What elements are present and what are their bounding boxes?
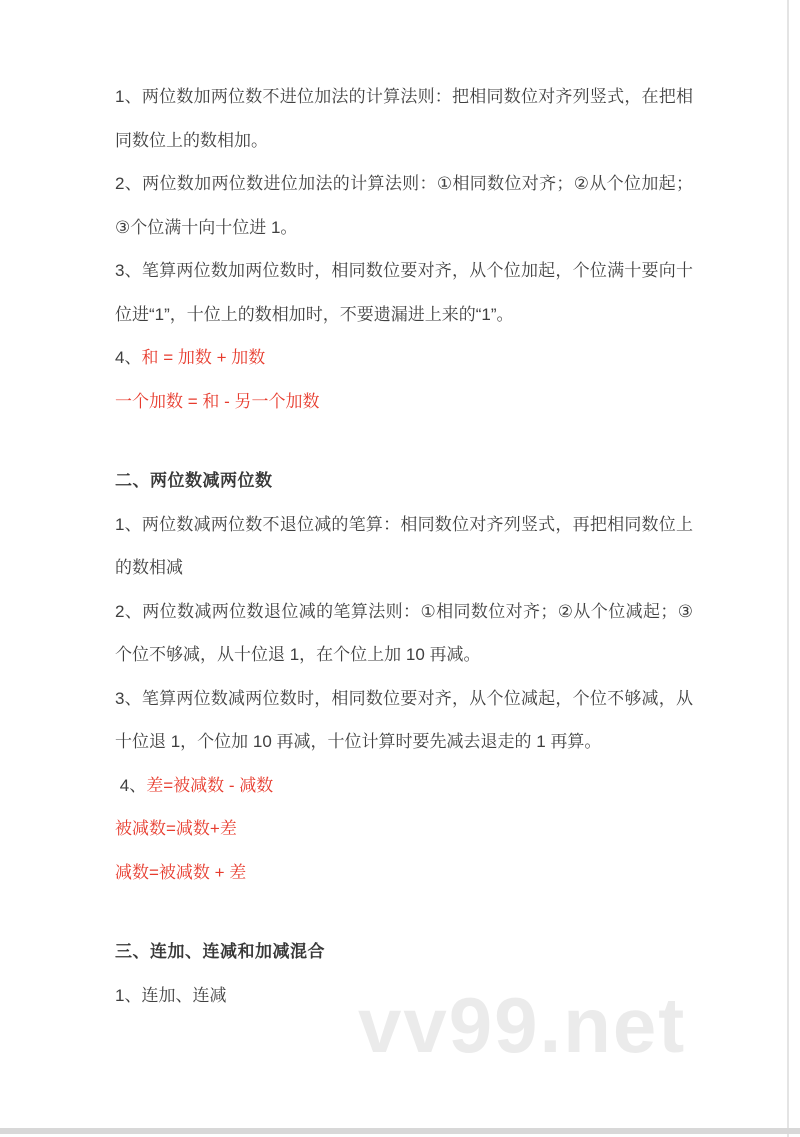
body-text: 2、两位数加两位数进位加法的计算法则：①相同数位对齐；②从个位加起；③个位满十向十位进 1。 [115,174,693,237]
body-text: 三、连加、连减和加减混合 [115,942,325,961]
formula-text: 减数=被减数 + 差 [115,862,247,882]
body-text: 3、笔算两位数加两位数时，相同数位要对齐，从个位加起，个位满十要向十位进“1”，十位上的数相加时，不要遗漏进上来的“1”。 [115,261,693,324]
body-text: 1、连加、连减 [115,985,227,1005]
watermark-text: vv99.net [358,981,687,1069]
section-heading [115,459,693,503]
paragraph [115,75,693,162]
body-text: 3、笔算两位数减两位数时，相同数位要对齐，从个位减起，个位不够减，从十位退 1，个位加 10 再减，十位计算时要先减去退走的 1 再算。 [115,688,693,751]
page-bottom-bar [0,1128,800,1134]
formula-text: 差=被减数 - 减数 [146,775,274,795]
paragraph [115,851,693,895]
formula-text: 和 = 加数 + 加数 [141,348,266,367]
formula-text: 一个加数 = 和 - 另一个加数 [115,391,320,411]
paragraph [115,380,693,424]
document-content [115,75,693,1017]
body-text: 1、两位数减两位数不退位减的笔算：相同数位对齐列竖式，再把相同数位上的数相减 [115,514,693,577]
paragraph [115,764,693,808]
paragraph [115,677,693,764]
paragraph [115,590,693,677]
paragraph [115,162,693,249]
body-text: 4、 [115,775,147,795]
body-text: 2、两位数减两位数退位减的笔算法则：①相同数位对齐；②从个位减起；③个位不够减，从十位退 1，在个位上加 10 再减。 [115,601,693,664]
paragraph [115,503,693,590]
paragraph [115,336,693,380]
body-text: 1、两位数加两位数不进位加法的计算法则：把相同数位对齐列竖式，在把相同数位上的数相加。 [115,87,693,150]
body-text: 4、 [115,348,142,367]
paragraph [115,249,693,336]
page-right-edge-line [787,0,789,1137]
section-heading [115,930,693,974]
body-text: 二、两位数减两位数 [115,471,273,490]
formula-text: 被减数=减数+差 [115,819,237,838]
paragraph [115,807,693,851]
paragraph [115,974,693,1018]
